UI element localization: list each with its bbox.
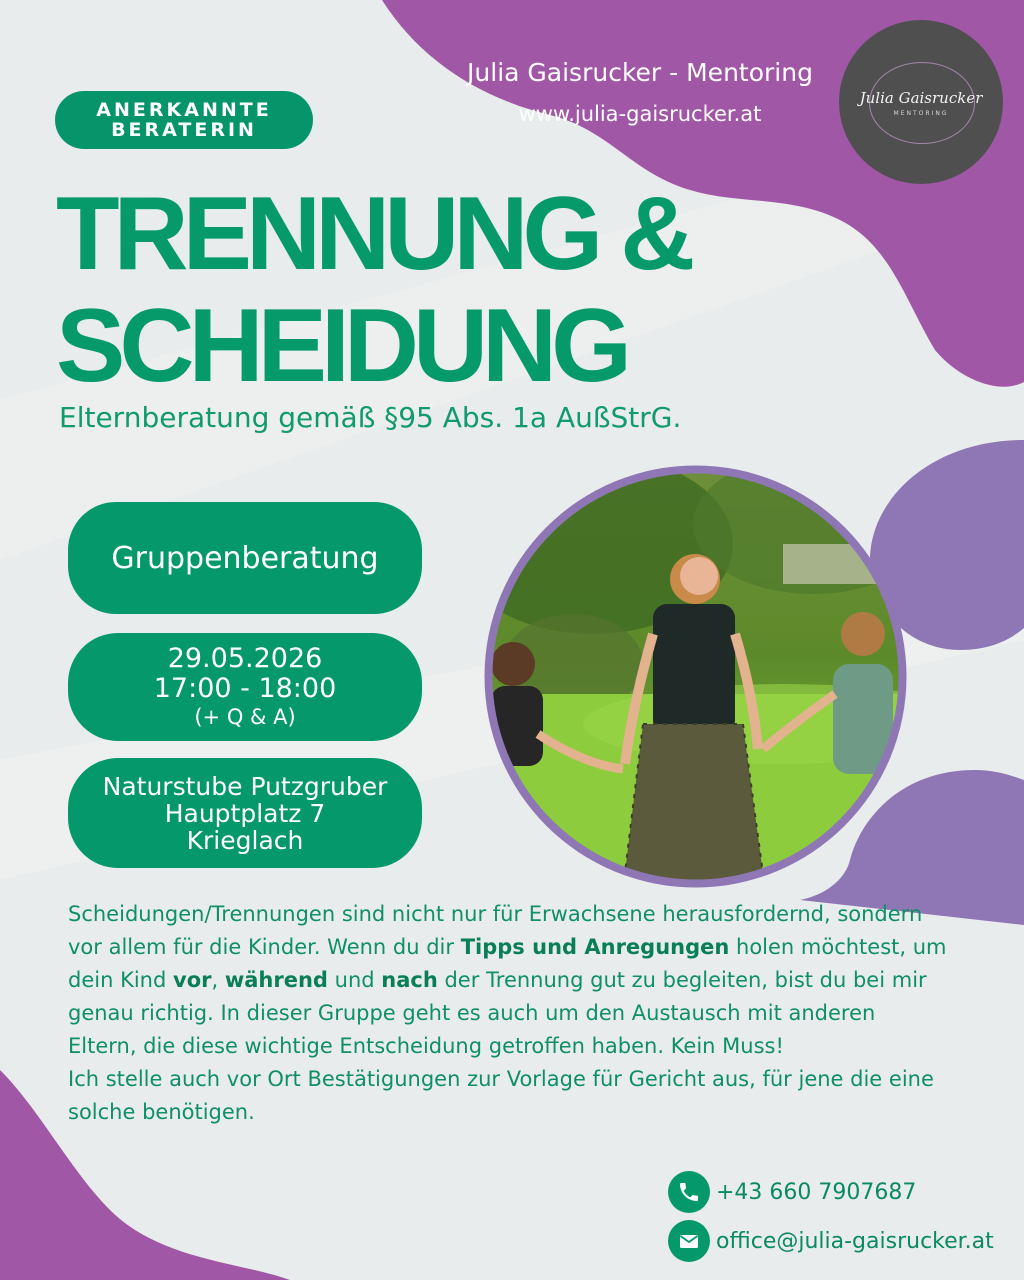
logo-sub: MENTORING — [893, 110, 949, 117]
desc-bold-waehrend: während — [224, 968, 328, 992]
event-type-pill — [68, 502, 422, 614]
badge-line-2: BERATERIN — [111, 119, 257, 141]
event-venue: Naturstube Putzgruber — [102, 771, 388, 801]
title-line-1: TRENNUNG & — [56, 176, 690, 292]
desc-text-2: holen möchtest, um dein Kind — [68, 935, 947, 992]
event-city: Krieglach — [186, 825, 304, 855]
description — [68, 898, 948, 1129]
event-date: 29.05.2026 — [167, 643, 323, 674]
envelope-icon — [668, 1220, 710, 1262]
brand-name: Julia Gaisrucker - Mentoring — [467, 58, 813, 87]
phone-number: +43 660 7907687 — [716, 1179, 917, 1205]
accredited-badge — [55, 91, 313, 149]
event-type: Gruppenberatung — [111, 540, 379, 576]
desc-text-1: Scheidungen/Trennungen sind nicht nur für Erwachsene herausfordernd, sondern vor allem für die Kinder. Wenn du dir — [68, 902, 923, 959]
subtitle: Elternberatung gemäß §95 Abs. 1a AußStrG. — [59, 401, 682, 434]
event-location-pill — [68, 758, 422, 868]
title-line-2: SCHEIDUNG — [56, 288, 627, 404]
logo-ring — [869, 62, 975, 144]
email-address: office@julia-gaisrucker.at — [716, 1228, 994, 1254]
desc-bold-nach: nach — [381, 968, 438, 992]
event-time: 17:00 - 18:00 — [153, 673, 337, 704]
phone-icon — [668, 1171, 710, 1213]
contact-phone[interactable] — [668, 1171, 916, 1213]
family-photo — [483, 464, 908, 889]
event-street: Hauptplatz 7 — [164, 798, 326, 828]
page-title — [56, 178, 689, 402]
event-datetime-pill — [68, 633, 422, 741]
desc-text-5: der Trennung gut zu begleiten, bist du bei mir genau richtig. In dieser Gruppe geht es auch um den Austausch mit anderen Eltern, die diese wichtige Entscheidung getroffen haben. Kein Muss! — [68, 968, 927, 1058]
desc-bold-tips: Tipps und Anregungen — [460, 935, 730, 959]
badge-line-1: ANERKANNTE — [96, 99, 272, 121]
desc-text-3: , — [211, 968, 225, 992]
logo-script: Julia Gaisrucker — [859, 89, 983, 107]
desc-bold-vor: vor — [173, 968, 212, 992]
logo — [839, 20, 1003, 184]
desc-text-6: Ich stelle auch vor Ort Bestätigungen zur Vorlage für Gericht aus, für jene die eine solche benötigen. — [68, 1067, 934, 1124]
event-extra: (+ Q & A) — [194, 705, 296, 729]
contact-email[interactable] — [668, 1220, 994, 1262]
brand-url[interactable]: www.julia-gaisrucker.at — [518, 102, 762, 126]
desc-text-4: und — [327, 968, 382, 992]
